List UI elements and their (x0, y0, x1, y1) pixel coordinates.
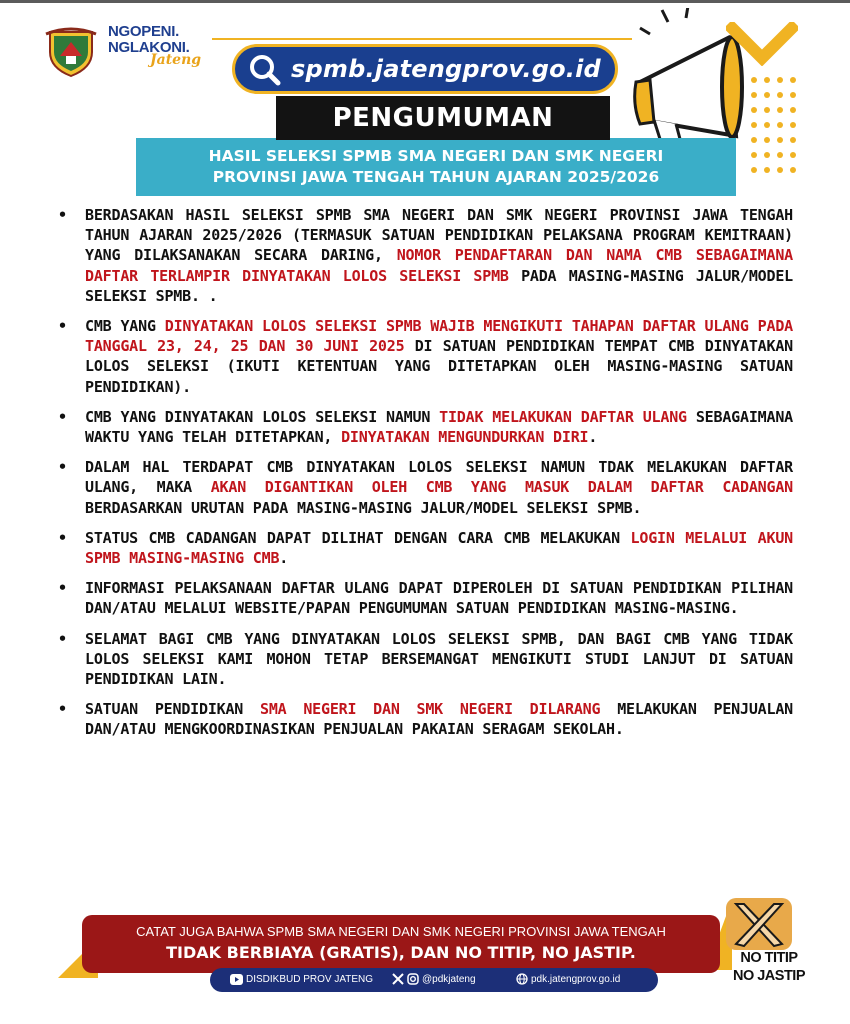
social-handle: @pdkjateng (422, 974, 476, 985)
badge-line-1: NO TITIP (740, 950, 798, 966)
text-segment: STATUS CMB CADANGAN DAPAT DILIHAT DENGAN CARA CMB MELAKUKAN (85, 528, 631, 547)
web-link[interactable] (516, 968, 620, 992)
text-segment: CMB YANG (85, 317, 165, 336)
globe-icon (516, 973, 528, 985)
website-url[interactable]: spmb.jatengprov.go.id (291, 55, 601, 83)
list-item (48, 629, 793, 690)
dot-grid-decoration-icon (748, 74, 798, 184)
bullet: • (58, 579, 68, 598)
crossed-arms-icon (730, 900, 788, 950)
x-icon (392, 973, 404, 985)
list-item (48, 528, 793, 568)
deco-line (212, 38, 632, 40)
top-border (0, 0, 850, 3)
text-segment: . (279, 549, 289, 568)
text-segment: . (588, 428, 598, 447)
instagram-icon (407, 973, 419, 985)
badge-line-2: NO JASTIP (732, 968, 806, 984)
youtube-link[interactable] (230, 968, 373, 992)
highlight-segment: DINYATAKAN LOLOS SELEKSI SPMB WAJIB MENGIKUTI TAHAPAN DAFTAR ULANG PADA TANGGAL 23, 24, 25 DAN 30 JUNI 2025 (85, 317, 794, 356)
text-segment: SEBAGAIMANA WAKTU YANG TELAH DITETAPKAN, (85, 407, 793, 447)
text-segment: DALAM HAL TERDAPAT CMB DINYATAKAN LOLOS SELEKSI NAMUN TDAK MELAKUKAN DAFTAR ULANG, MAKA (85, 458, 793, 497)
chevron-decoration-icon (726, 22, 798, 66)
notice-banner (82, 915, 720, 973)
social-footer (210, 968, 658, 992)
list-item-text (85, 407, 793, 447)
title-bar (276, 96, 610, 140)
url-pill[interactable] (232, 44, 618, 94)
search-icon (247, 52, 283, 88)
list-item-text (85, 457, 793, 518)
text-segment: BERDASAKAN HASIL SELEKSI SPMB SMA NEGERI DAN SMK NEGERI PROVINSI JAWA TENGAH TAHUN AJARAN 2025/2026 (TERMASUK SATUAN PENDIDIKAN PELAKSANA PROGRAM KEMITRAAN) YANG DILAKSANAKAN SECARA DARING, (85, 206, 793, 265)
bullet: • (58, 206, 68, 224)
subtitle-bar (136, 138, 736, 196)
list-item (48, 699, 793, 739)
highlight-segment: NOMOR PENDAFTARAN DAN NAMA CMB SEBAGAIMANA DAFTAR TERLAMPIR DINYATAKAN LOLOS SELEKSI SPMB (85, 246, 793, 285)
list-item (48, 457, 793, 518)
brand-line-1: NGOPENI. (108, 23, 179, 40)
list-item (48, 316, 793, 397)
youtube-handle: DISDIKBUD PROV JATENG (246, 974, 374, 985)
highlight-segment: LOGIN MELALUI AKUN SPMB MASING-MASING CMB (85, 528, 793, 568)
brand-tag: Jateng (150, 52, 202, 68)
text-segment: INFORMASI PELAKSANAAN DAFTAR ULANG DAPAT DIPEROLEH DI SATUAN PENDIDIKAN PILIHAN DAN/ATAU MELALUI WEBSITE/PAPAN PENGUMUMAN SATUAN PENDIDIKAN MASING-MASING. (85, 579, 793, 618)
text-segment: PADA MASING-MASING JALUR/MODEL SELEKSI SPMB. . (85, 266, 793, 305)
social-link[interactable] (392, 968, 476, 992)
bullet: • (58, 458, 68, 477)
notice-line-2: TIDAK BERBIAYA (GRATIS), DAN NO TITIP, NO JASTIP. (166, 943, 636, 962)
bullet: • (58, 317, 68, 336)
text-segment: DI SATUAN PENDIDIKAN TEMPAT CMB DINYATAKAN LOLOS SELEKSI (IKUTI KETENTUAN YANG DITETAPKAN OLEH MASING-MASING SATUAN PENDIDIKAN). (85, 337, 794, 396)
text-segment: MELAKUKAN PENJUALAN DAN/ATAU MENGKOORDINASIKAN PENJUALAN PAKAIAN SERAGAM SEKOLAH. (85, 700, 793, 739)
highlight-segment: TIDAK MELAKUKAN DAFTAR ULANG (439, 407, 687, 426)
text-segment: BERDASARKAN URUTAN PADA MASING-MASING JALUR/MODEL SELEKSI SPMB. (85, 498, 642, 517)
bullet: • (58, 629, 68, 648)
list-item-text (85, 578, 793, 618)
youtube-icon (230, 974, 243, 985)
brand-line-2: NGLAKONI. (108, 39, 190, 56)
list-item-text (85, 205, 793, 306)
bullet: • (58, 407, 68, 426)
text-segment: SATUAN PENDIDIKAN (85, 700, 260, 719)
list-item (48, 407, 793, 447)
announcement-list (48, 205, 793, 750)
list-item-text (85, 699, 793, 739)
web-address: pdk.jatengprov.go.id (531, 974, 621, 985)
crest-logo-icon (42, 22, 100, 78)
bullet: • (58, 528, 68, 547)
highlight-segment: DINYATAKAN MENGUNDURKAN DIRI (341, 428, 589, 447)
list-item (48, 205, 793, 306)
text-segment: SELAMAT BAGI CMB YANG DINYATAKAN LOLOS SELEKSI SPMB, DAN BAGI CMB YANG TIDAK LOLOS SELEKSI KAMI MOHON TETAP BERSEMANGAT MENGIKUTI STUDI LANJUT DI SATUAN PENDIDIKAN LAIN. (85, 629, 793, 689)
list-item-text (85, 528, 793, 568)
subtitle-line-2: PROVINSI JAWA TENGAH TAHUN AJARAN 2025/2026 (212, 168, 660, 186)
brand-logo (108, 24, 218, 74)
list-item-text (85, 629, 793, 690)
notice-line-1: CATAT JUGA BAHWA SPMB SMA NEGERI DAN SMK NEGERI PROVINSI JAWA TENGAH (136, 924, 666, 939)
page-title: PENGUMUMAN (332, 103, 554, 133)
subtitle-line-1: HASIL SELEKSI SPMB SMA NEGERI DAN SMK NEGERI (208, 147, 664, 165)
highlight-segment: SMA NEGERI DAN SMK NEGERI DILARANG (260, 700, 601, 719)
highlight-segment: AKAN DIGANTIKAN OLEH CMB YANG MASUK DALAM DAFTAR CADANGAN (210, 478, 793, 497)
list-item-text (85, 316, 793, 397)
bullet: • (58, 700, 68, 719)
text-segment: CMB YANG DINYATAKAN LOLOS SELEKSI NAMUN (85, 407, 440, 426)
no-titip-badge (726, 898, 804, 986)
list-item (48, 578, 793, 618)
